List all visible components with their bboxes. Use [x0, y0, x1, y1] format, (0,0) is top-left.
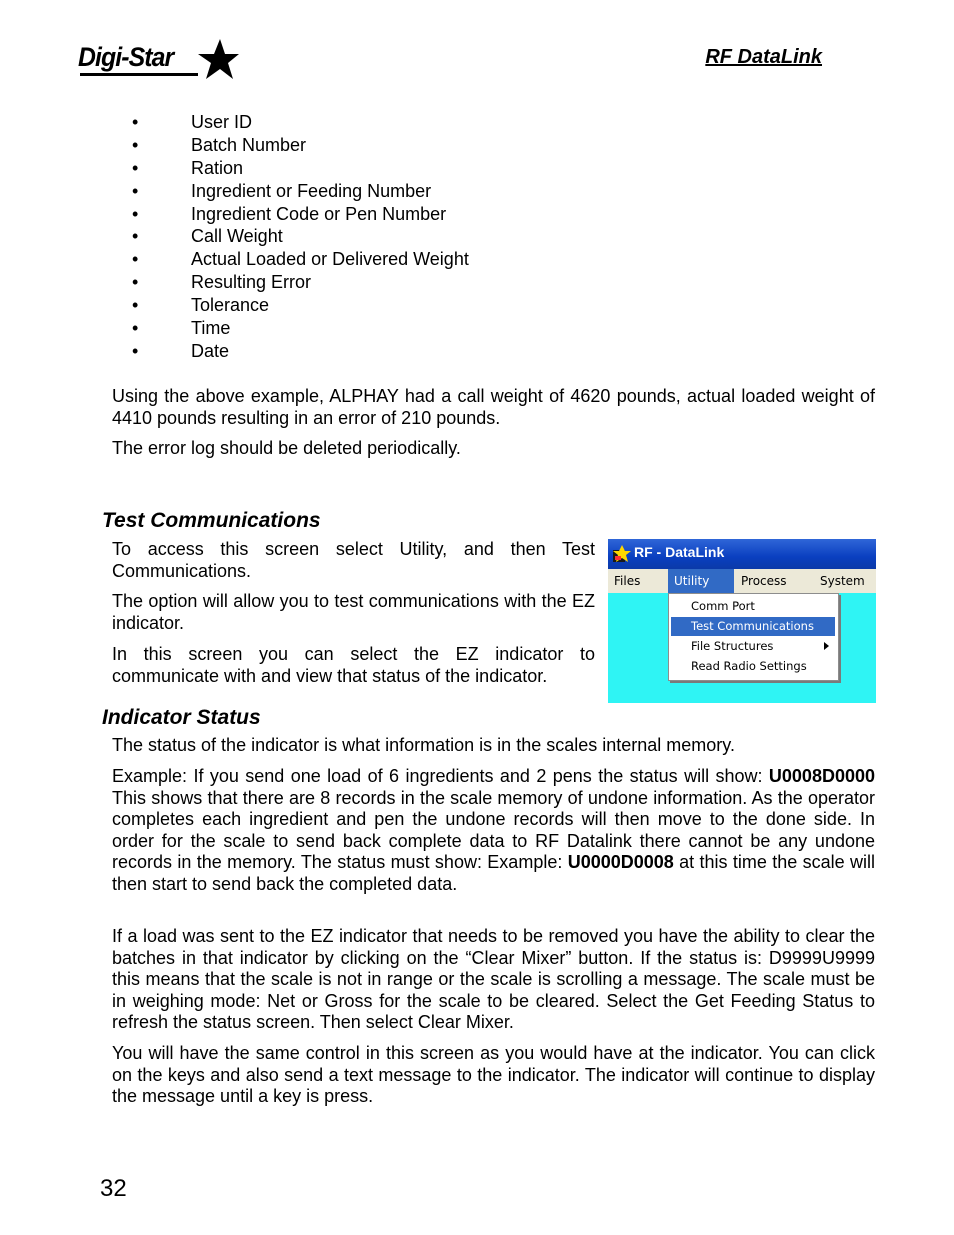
bullet-dot: • [132, 249, 139, 270]
digi-star-logo [78, 38, 243, 82]
window-title: RF - DataLink [634, 544, 725, 560]
logo-underline [80, 73, 198, 76]
menu-item-file-structures[interactable] [671, 637, 835, 656]
rf-datalink-screenshot [608, 539, 876, 703]
status-code-done: U0000D0008 [567, 852, 674, 873]
logo-text: Digi-Star [78, 42, 174, 72]
test-comm-paragraph-3: In this screen you can select the EZ indicator to communicate with and view that status of the indicator. [112, 644, 595, 686]
list-item-text: User ID [191, 112, 253, 132]
list-item-text: Call Weight [191, 226, 283, 247]
list-item-text: Ingredient or Feeding Number [191, 180, 432, 201]
header-title: RF DataLink [705, 46, 822, 68]
menu-files[interactable]: Files [614, 574, 641, 588]
bullet-dot: • [132, 157, 139, 178]
bullet-dot: • [132, 318, 139, 339]
bullet-dot: • [132, 272, 139, 293]
status-code-undone: U0008D0000 [768, 766, 875, 786]
menu-item-comm-port[interactable]: Comm Port [691, 599, 755, 613]
menu-item-test-communications[interactable]: Test Communications [671, 617, 835, 636]
indicator-status-paragraph-4: You will have the same control in this screen as you would have at the indicator. You can click on the keys and also send a text message to the indicator. The indicator will continue to display the message until a key is press. [112, 1043, 875, 1107]
text-span: Example: If you send one load of 6 ingredients and 2 pens the status will show: [112, 766, 769, 786]
menu-item-label: File Structures [691, 639, 774, 653]
menu-item-read-radio-settings[interactable]: Read Radio Settings [691, 659, 807, 673]
bullet-dot: • [132, 203, 139, 224]
delete-note: The error log should be deleted periodically. [112, 438, 461, 458]
menu-utility[interactable]: Utility [668, 569, 734, 593]
app-icon [612, 544, 632, 564]
bullet-dot: • [132, 134, 139, 155]
list-item-text: Ingredient Code or Pen Number [191, 203, 447, 224]
list-item-text: Ration [191, 157, 244, 178]
star-icon [194, 38, 240, 82]
menu-system[interactable]: System [820, 574, 865, 588]
list-item-text: Resulting Error [191, 272, 312, 293]
example-paragraph: Using the above example, ALPHAY had a call weight of 4620 pounds, actual loaded weight of 4410 pounds resulting in an error of 210 pounds. [112, 386, 875, 428]
bullet-dot: • [132, 180, 139, 201]
list-item-text: Batch Number [191, 134, 307, 155]
indicator-status-paragraph-2 [112, 766, 875, 896]
submenu-arrow-icon [824, 642, 829, 650]
text-span: This shows that there are 8 records in the scale memory of undone information. As the operator completes each ingredient and pen the undone records will then move to the done side. In order for the scale to send back complete data to RF Datalink there cannot be any undone records in the memory. The status must show: Example: [112, 787, 875, 873]
bullet-dot: • [132, 340, 139, 361]
bullet-dot: • [132, 295, 139, 316]
list-item-text: Time [191, 318, 231, 339]
test-comm-paragraph-2: The option will allow you to test communications with the EZ indicator. [112, 591, 595, 633]
indicator-status-heading: Indicator Status [102, 706, 261, 729]
list-item-text: Actual Loaded or Delivered Weight [191, 249, 469, 270]
indicator-status-paragraph-3: If a load was sent to the EZ indicator that needs to be removed you have the ability to clear the batches in that indicator by clicking on the “Clear Mixer” button. If the status is: D9999U9999 this means that the scale is not in range or the scale is scrolling a message. The scale must be in weighing mode: Net or Gross for the scale to be cleared. Select the Get Feeding Status to refresh the status screen. Then select Clear Mixer. [112, 926, 875, 1033]
window-titlebar [608, 539, 876, 569]
bullet-dot: • [132, 226, 139, 247]
indicator-status-paragraph-1: The status of the indicator is what information is in the scales internal memory. [112, 735, 735, 755]
utility-dropdown [668, 593, 839, 681]
menu-bar [608, 569, 876, 593]
list-item-text: Tolerance [191, 295, 270, 316]
test-comm-paragraph-1: To access this screen select Utility, and then Test Communications. [112, 539, 595, 581]
text-span: at this time the scale will then start to send back the completed data. [112, 852, 875, 894]
bullet-dot: • [132, 112, 139, 132]
page-number: 32 [100, 1175, 127, 1202]
list-item-text: Date [191, 340, 230, 361]
test-communications-heading: Test Communications [102, 509, 321, 532]
menu-process[interactable]: Process [741, 574, 787, 588]
